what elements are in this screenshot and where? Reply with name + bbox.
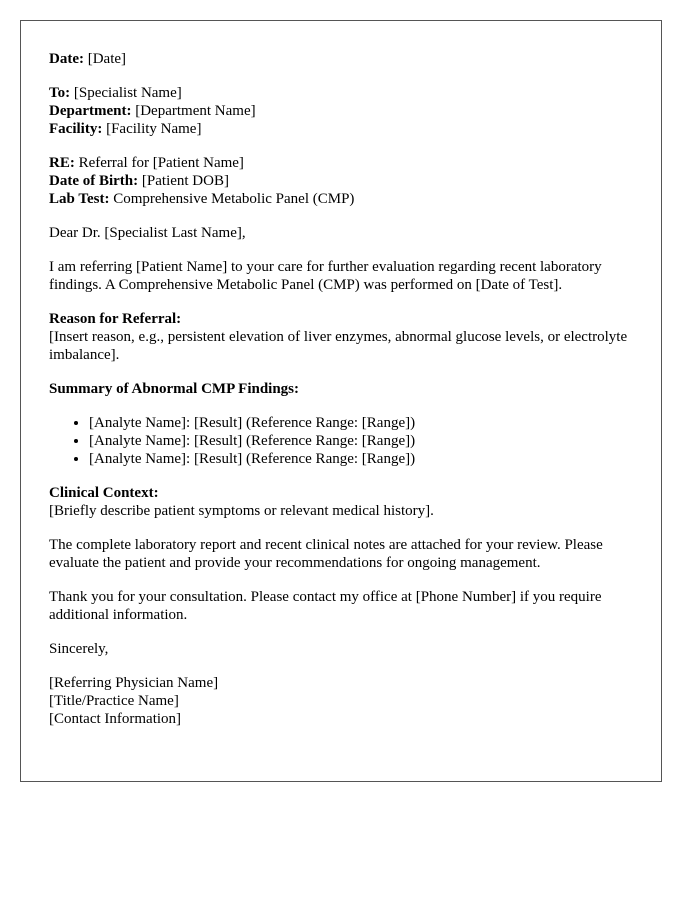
dob-value: [Patient DOB] [141, 173, 229, 189]
context-text: [Briefly describe patient symptoms or relevant medical history]. [49, 503, 434, 519]
facility-line [49, 120, 633, 138]
context-section [49, 484, 633, 520]
findings-heading: Summary of Abnormal CMP Findings: [49, 381, 300, 397]
department-line [49, 102, 633, 120]
findings-list-item: • [Analyte Name]: [Result] (Reference Range: [Range]) [89, 414, 633, 432]
dob-line [49, 172, 633, 190]
signature-block [49, 674, 633, 728]
findings-list-item: • [Analyte Name]: [Result] (Reference Range: [Range]) [89, 432, 633, 450]
reason-section [49, 310, 633, 364]
to-line [49, 84, 633, 102]
department-value: [Department Name] [135, 103, 256, 119]
lab-test-label: Lab Test: [49, 191, 110, 207]
facility-value: [Facility Name] [106, 121, 202, 137]
thanks-paragraph: Thank you for your consultation. Please contact my office at [Phone Number] if you require additional information. [49, 589, 602, 623]
context-heading: Clinical Context: [49, 485, 159, 501]
department-label: Department: [49, 103, 132, 119]
re-label: RE: [49, 155, 75, 171]
reason-heading: Reason for Referral: [49, 311, 182, 327]
closing: Sincerely, [49, 641, 109, 657]
date-block [49, 50, 633, 68]
facility-label: Facility: [49, 121, 103, 137]
intro-paragraph: I am referring [Patient Name] to your care for further evaluation regarding recent laboratory findings. A Comprehensive Metabolic Panel (CMP) was performed on [Date of Test]. [49, 259, 602, 293]
to-value: [Specialist Name] [73, 85, 182, 101]
re-value: Referral for [Patient Name] [78, 155, 244, 171]
to-label: To: [49, 85, 71, 101]
salutation: Dear Dr. [Specialist Last Name], [49, 225, 246, 241]
findings-list [49, 414, 633, 468]
date-value: [Date] [87, 51, 127, 67]
attachments-paragraph: The complete laboratory report and recent clinical notes are attached for your review. Please evaluate the patient and provide your recommendations for ongoing management. [49, 537, 603, 571]
signature-contact: [Contact Information] [49, 711, 182, 727]
reason-text: [Insert reason, e.g., persistent elevation of liver enzymes, abnormal glucose levels, or electrolyte imbalance]. [49, 329, 628, 363]
date-line [49, 50, 633, 68]
signature-name: [Referring Physician Name] [49, 675, 219, 691]
re-block [49, 154, 633, 208]
signature-title: [Title/Practice Name] [49, 693, 179, 709]
re-line [49, 154, 633, 172]
date-label: Date: [49, 51, 84, 67]
lab-test-line [49, 190, 633, 208]
dob-label: Date of Birth: [49, 173, 139, 189]
recipient-block [49, 84, 633, 138]
referral-letter [20, 20, 662, 782]
findings-list-item: • [Analyte Name]: [Result] (Reference Range: [Range]) [89, 450, 633, 468]
lab-test-value: Comprehensive Metabolic Panel (CMP) [113, 191, 355, 207]
findings-heading-block [49, 380, 633, 398]
